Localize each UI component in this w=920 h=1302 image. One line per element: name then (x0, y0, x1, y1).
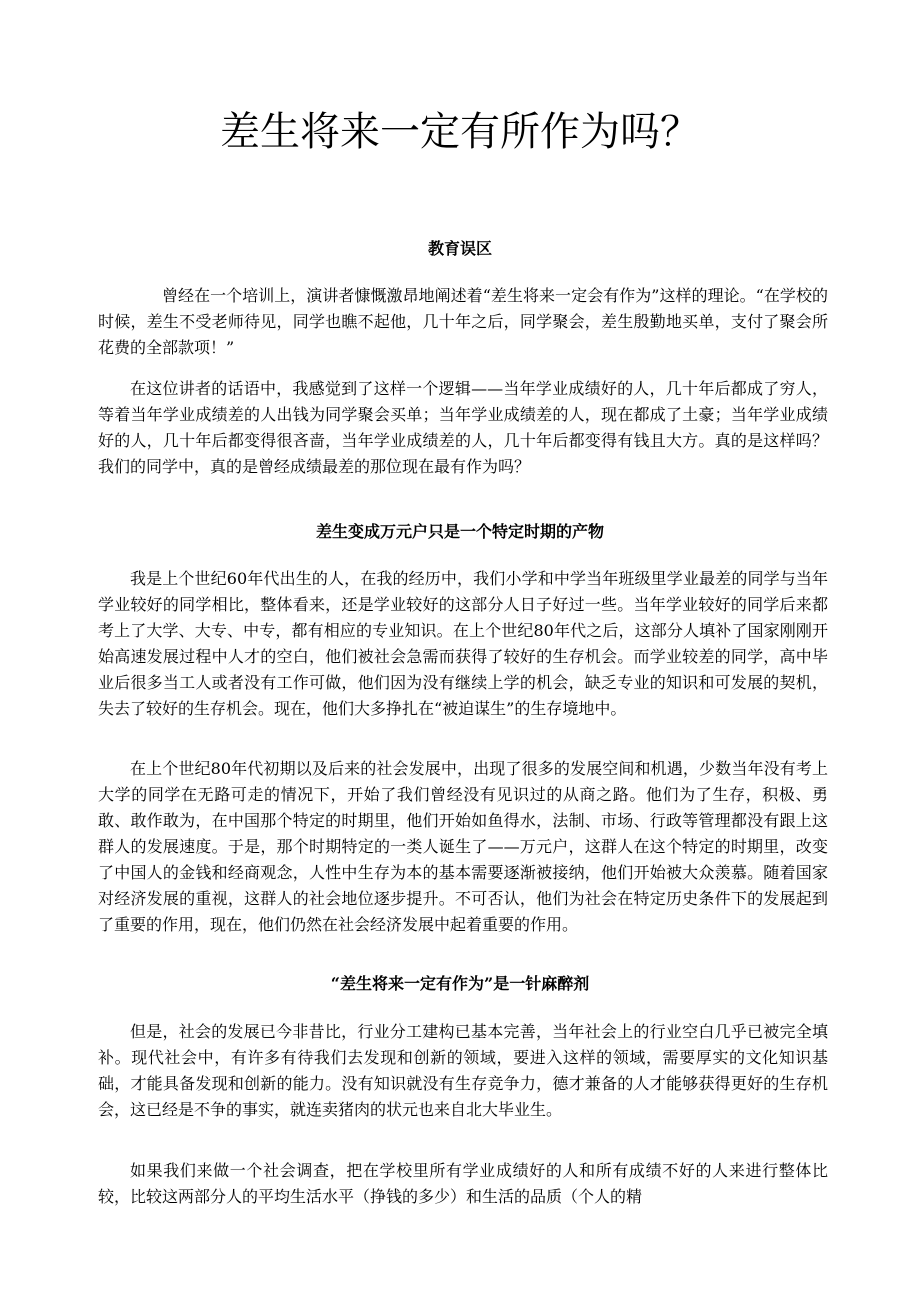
paragraph-social-survey: 如果我们来做一个社会调查，把在学校里所有学业成绩好的人和所有成绩不好的人来进行整体比较，比较这两部分人的平均生活水平（挣钱的多少）和生活的品质（个人的精 (98, 1161, 828, 1206)
paragraph-training-story: 曾经在一个培训上，演讲者慷慨激昂地阐述着“差生将来一定会有作为”这样的理论。“在学校的时候，差生不受老师待见，同学也瞧不起他，几十年之后，同学聚会，差生殷勤地买单，支付了聚会所花费的全部款项！” (98, 286, 828, 357)
section-heading-anesthetic: “差生将来一定有作为”是一针麻醉剂 (330, 974, 590, 993)
paragraph-speaker-logic: 在这位讲者的话语中，我感觉到了这样一个逻辑——当年学业成绩好的人，几十年后都成了穷人，等着当年学业成绩差的人出钱为同学聚会买单；当年学业成绩差的人，现在都成了土豪；当年学业成绩好的人，几十年后都变得很吝啬，当年学业成绩差的人，几十年后都变得有钱且大方。真的是这样吗？我们的同学中，真的是曾经成绩最差的那位现在最有作为吗？ (98, 379, 828, 476)
paragraph-modern-society: 但是，社会的发展已今非昔比，行业分工建构已基本完善，当年社会上的行业空白几乎已被完全填补。现代社会中，有许多有待我们去发现和创新的领域，要进入这样的领域，需要厚实的文化知识基础，才能具备发现和创新的能力。没有知识就没有生存竞争力，德才兼备的人才能够获得更好的生存机会，这已经是不争的事实，就连卖猪肉的状元也来自北大毕业生。 (98, 1022, 828, 1119)
paragraph-80s-development: 在上个世纪80年代初期以及后来的社会发展中，出现了很多的发展空间和机遇，少数当年没有考上大学的同学在无路可走的情况下，开始了我们曾经没有见识过的从商之路。他们为了生存，积极、勇敢、敢作敢为，在中国那个特定的时期里，他们开始如鱼得水，法制、市场、行政等管理都没有跟上这群人的发展速度。于是，那个时期特定的一类人诞生了——万元户，这群人在这个特定的时期里，改变了中国人的金钱和经商观念，人性中生存为本的基本需要逐渐被接纳，他们开始被大众羡慕。随着国家对经济发展的重视，这群人的社会地位逐步提升。不可否认，他们为社会在特定历史条件下的发展起到了重要的作用，现在，他们仍然在社会经济发展中起着重要的作用。 (98, 759, 828, 934)
section-heading-education-myth: 教育误区 (427, 239, 492, 258)
paragraph-60s-experience: 我是上个世纪60年代出生的人，在我的经历中，我们小学和中学当年班级里学业最差的同学与当年学业较好的同学相比，整体看来，还是学业较好的这部分人日子好过一些。当年学业较好的同学后来都考上了大学、大专、中专，都有相应的专业知识。在上个世纪80年代之后，这部分人填补了国家刚刚开始高速发展过程中人才的空白，他们被社会急需而获得了较好的生存机会。而学业较差的同学，高中毕业后很多当工人或者没有工作可做，他们因为没有继续上学的机会，缺乏专业的知识和可发展的契机，失去了较好的生存机会。现在，他们大多挣扎在“被迫谋生”的生存境地中。 (98, 569, 828, 718)
section-heading-special-period: 差生变成万元户只是一个特定时期的产物 (315, 522, 604, 541)
document-title: 差生将来一定有所作为吗？ (220, 109, 700, 155)
